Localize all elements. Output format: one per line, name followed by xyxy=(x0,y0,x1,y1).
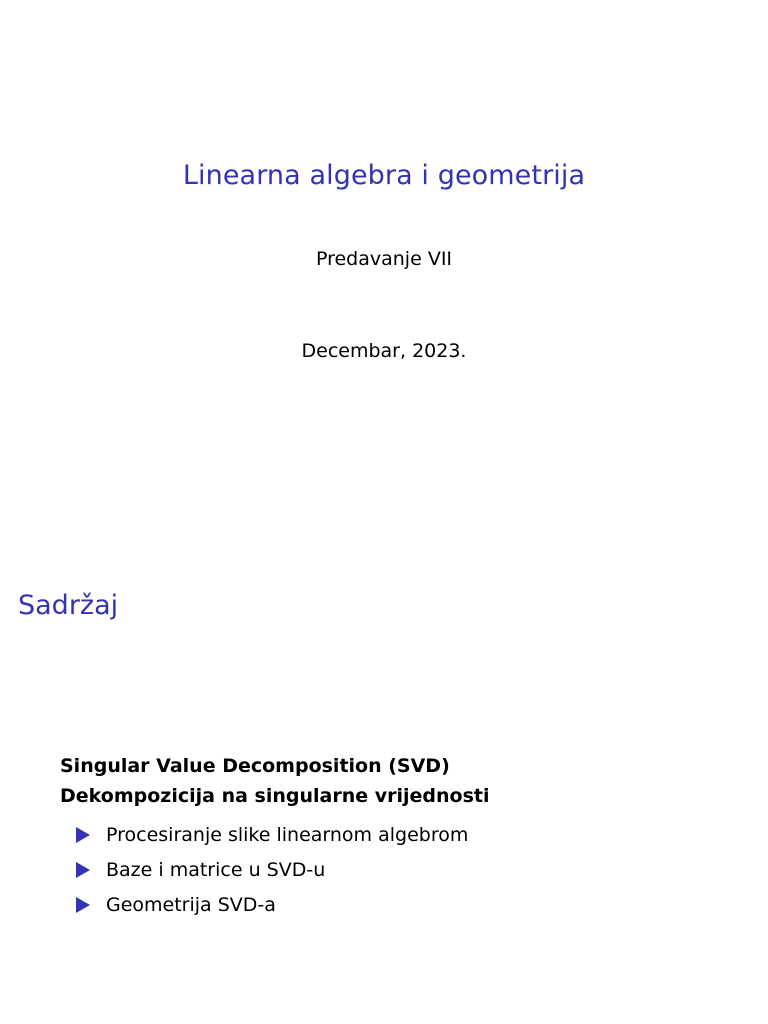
list-item xyxy=(76,852,468,887)
list-item xyxy=(76,817,468,852)
toc-subsection-label: Baze i matrice u SVD-u xyxy=(106,858,326,881)
toc-section-dekompozicija: Dekompozicija na singularne vrijednosti xyxy=(60,785,490,807)
toc-slide xyxy=(0,512,768,1024)
presentation-title: Linearna algebra i geometrija xyxy=(182,160,586,191)
toc-subsection-label: Geometrija SVD-a xyxy=(106,893,276,916)
toc-subsection-label: Procesiranje slike linearnom algebrom xyxy=(106,823,469,846)
triangle-right-icon xyxy=(76,827,90,843)
list-item xyxy=(76,887,468,922)
presentation-subtitle: Predavanje VII xyxy=(315,248,453,270)
triangle-right-icon xyxy=(76,862,90,878)
triangle-right-icon xyxy=(76,897,90,913)
toc-subsection-list xyxy=(76,817,468,922)
toc-heading: Sadržaj xyxy=(18,590,119,621)
presentation-date: Decembar, 2023. xyxy=(301,340,467,362)
toc-section-svd: Singular Value Decomposition (SVD) xyxy=(60,755,450,777)
